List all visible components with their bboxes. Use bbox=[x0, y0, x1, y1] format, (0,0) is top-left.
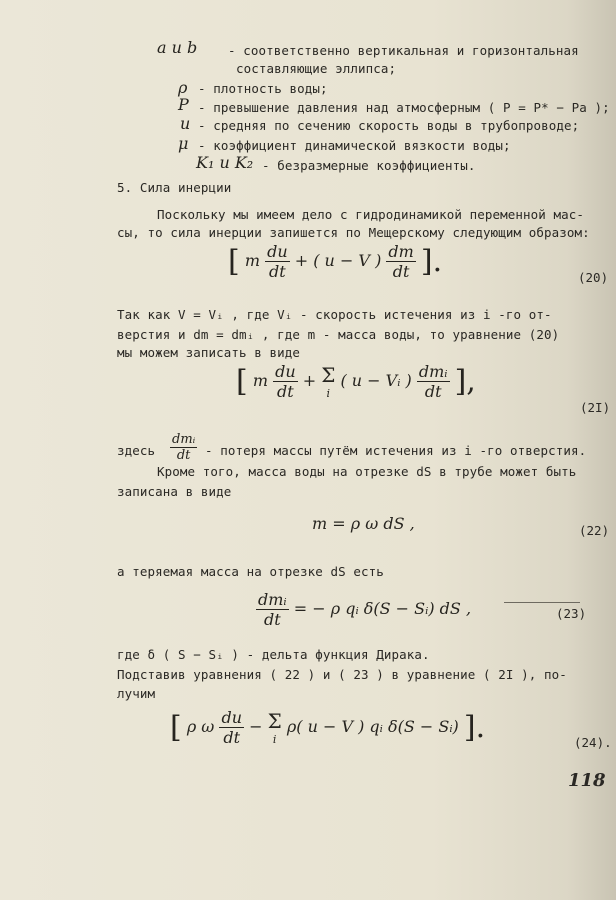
paragraph-line: а теряемая масса на отрезке dS есть bbox=[117, 564, 384, 579]
equation-number-22: (22) bbox=[579, 523, 610, 538]
fraction-dmi-dt: dmᵢ dt bbox=[172, 432, 196, 463]
fraction-du-dt: $\frac{du}{dt}$ bbox=[221, 708, 242, 747]
fraction-du-dt: $\frac{du}{dt}$ bbox=[267, 242, 288, 281]
symbol-u: u bbox=[180, 114, 191, 133]
equation-23: $\frac{\text{dmᵢ}}{dt}$ = − ρ qᵢ δ(S − Sᵢ) dS , bbox=[258, 590, 472, 629]
symbol-mu: μ bbox=[178, 134, 189, 153]
symbol-rho: ρ bbox=[178, 78, 188, 97]
page-number: 118 bbox=[568, 770, 606, 791]
line-a-b-cont: составляющие эллипса; bbox=[236, 61, 397, 76]
paragraph-line: Подставив уравнения ( 22 ) и ( 23 ) в уравнение ( 2I ), по- bbox=[117, 667, 567, 682]
fraction-dmi-dt: $\frac{\text{dmᵢ}}{dt}$ bbox=[258, 590, 287, 629]
equation-24: [ ρ ω $\frac{du}{dt}$ − Σ i ρ( u − V ) qᵢ δ(S − Sᵢ) ]. bbox=[170, 708, 486, 747]
symbol-a-b: a и b bbox=[157, 38, 198, 57]
paragraph-line: Поскольку мы имеем дело с гидродинамикой переменной мас- bbox=[157, 207, 585, 222]
paragraph-line: мы можем записать в виде bbox=[117, 345, 301, 360]
line-mu: - коэффициент динамической вязкости воды; bbox=[198, 138, 511, 153]
paragraph-line: где δ ( S − Sᵢ ) - дельта функция Дирака. bbox=[117, 647, 430, 662]
line-a-b: - соответственно вертикальная и горизонтальная bbox=[228, 43, 579, 58]
equation-20: [ m $\frac{du}{dt}$ + ( u − V ) $\frac{dm}{dt}$ ]. bbox=[228, 242, 443, 281]
fraction-dm-dt: $\frac{dm}{dt}$ bbox=[388, 242, 414, 281]
symbol-P: P bbox=[178, 95, 189, 114]
paragraph-line: - потеря массы путём истечения из i -го отверстия. bbox=[205, 443, 587, 458]
equation-21: [ m $\frac{du}{dt}$ + Σ i ( u − Vᵢ ) $\frac{\text{dmᵢ}}{dt}$ ], bbox=[236, 362, 476, 401]
line-k: - безразмерные коэффициенты. bbox=[262, 158, 476, 173]
sum-over-i: Σ i bbox=[267, 709, 282, 746]
equation-number-24: (24). bbox=[574, 735, 612, 750]
symbol-k: K₁ и K₂ bbox=[196, 153, 254, 172]
line-P: - превышение давления над атмосферным ( P = P* − Pa ); bbox=[198, 100, 610, 115]
rule-line bbox=[504, 602, 580, 603]
paragraph-line-prefix: здесь bbox=[117, 443, 156, 458]
paragraph-line: сы, то сила инерции запишется по Мещерскому следующим образом: bbox=[117, 225, 590, 240]
equation-number-20: (20) bbox=[578, 270, 609, 285]
paragraph-line: Так как V = Vᵢ , где Vᵢ - скорость истечения из i -го от- bbox=[117, 307, 552, 322]
paragraph-line: лучим bbox=[117, 686, 156, 701]
paragraph-line: записана в виде bbox=[117, 484, 232, 499]
equation-number-23: (23) bbox=[556, 606, 587, 621]
fraction-dmi-dt: $\frac{\text{dmᵢ}}{dt}$ bbox=[418, 362, 448, 401]
equation-number-21: (2I) bbox=[580, 400, 611, 415]
sum-over-i: Σ i bbox=[321, 363, 336, 400]
section-heading: 5. Сила инерции bbox=[117, 180, 232, 195]
paragraph-line: Кроме того, масса воды на отрезке dS в трубе может быть bbox=[157, 464, 577, 479]
line-rho: - плотность воды; bbox=[198, 81, 328, 96]
equation-22: m = ρ ω dS , bbox=[312, 514, 415, 533]
line-u: - средняя по сечению скорость воды в трубопроводе; bbox=[198, 118, 580, 133]
fraction-du-dt: $\frac{du}{dt}$ bbox=[275, 362, 296, 401]
paragraph-line: верстия и dm = dmᵢ , где m - масса воды, то уравнение (20) bbox=[117, 327, 560, 342]
